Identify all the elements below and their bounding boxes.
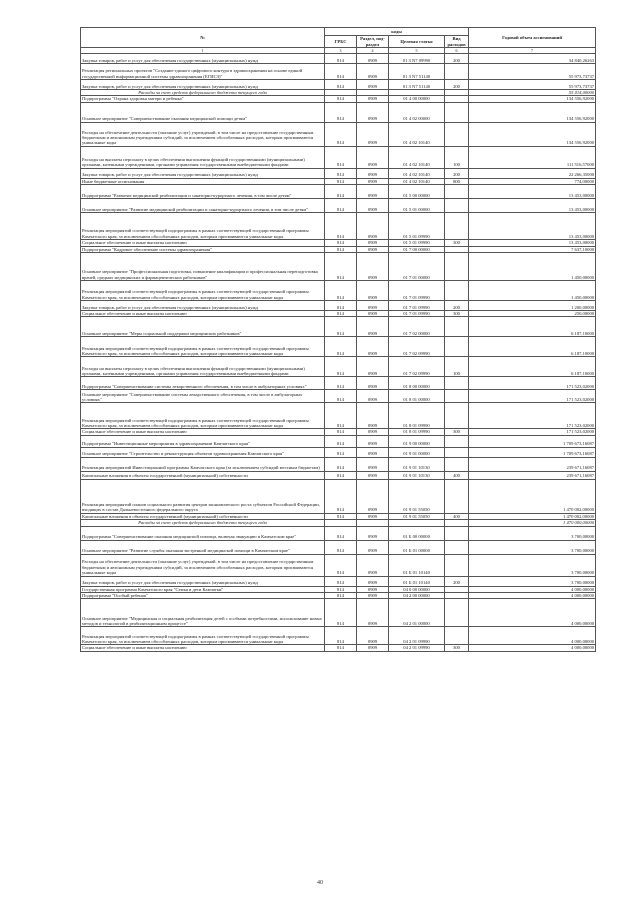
row-section: 0909	[357, 80, 389, 90]
row-grbs: 814	[325, 390, 357, 403]
colnum-6: 6	[445, 48, 469, 54]
row-section: 0909	[357, 337, 389, 357]
row-exptype	[445, 337, 469, 357]
row-name: Основное мероприятие "Совершенствование системы лекарственного обеспечения, в том числе в амбулаторных условиях"	[81, 390, 325, 403]
row-name: Основное мероприятие "Развитие службы оказания экстренной медицинской помощи в Камчатском крае"	[81, 540, 325, 554]
header-num: №	[81, 28, 325, 48]
row-target: 01 7 00 00000	[389, 246, 445, 252]
row-section: 0909	[357, 311, 389, 317]
row-exptype: 800	[445, 178, 469, 184]
row-grbs: 814	[325, 447, 357, 457]
row-amount: 6 187,10000	[469, 357, 596, 377]
header-exptype: Вид расходов	[445, 36, 469, 48]
row-grbs: 814	[325, 576, 357, 586]
row-target: 01 3 N7 51140	[389, 64, 445, 80]
table-row	[81, 435, 596, 447]
row-target: 01 4 02 00000	[389, 102, 445, 122]
row-amount: 4 000,00000	[469, 645, 596, 651]
row-amount: 6 187,10000	[469, 317, 596, 337]
table-row	[81, 526, 596, 540]
row-section: 0909	[357, 447, 389, 457]
row-amount: 774,00000	[469, 178, 596, 184]
row-section: 0909	[357, 96, 389, 102]
row-amount: 6 187,10000	[469, 337, 596, 357]
row-target: 01 5 01 09990	[389, 213, 445, 240]
row-section: 0909	[357, 301, 389, 311]
row-name: Закупка товаров, работ и услуг для обеспечения государственных (муниципальных) нужд	[81, 301, 325, 311]
row-exptype	[445, 64, 469, 80]
row-grbs: 814	[325, 337, 357, 357]
row-section: 0909	[357, 627, 389, 645]
row-section: 0909	[357, 317, 389, 337]
row-section: 0909	[357, 377, 389, 390]
row-name: Закупка товаров, работ и услуг для обеспечения государственных (муниципальных) нужд	[81, 168, 325, 178]
row-exptype: 300	[445, 311, 469, 317]
row-exptype	[445, 599, 469, 627]
row-name: Закупка товаров, работ и услуг для обеспечения государственных (муниципальных) нужд	[81, 576, 325, 586]
row-name: Подпрограмма "Совершенствование оказания медицинской помощи, включая эвакуацию в Камчатском крае"	[81, 526, 325, 540]
row-section: 0909	[357, 429, 389, 435]
row-amount: 171 523,02000	[469, 390, 596, 403]
colnum-5: 5	[389, 48, 445, 54]
table-row	[81, 357, 596, 377]
row-grbs: 814	[325, 301, 357, 311]
row-section: 0909	[357, 435, 389, 447]
row-exptype: 300	[445, 645, 469, 651]
table-row	[81, 146, 596, 168]
table-row	[81, 576, 596, 586]
row-name: Расходы за счет средств федерального бюджета текущего года	[81, 520, 325, 526]
row-exptype: 300	[445, 240, 469, 246]
row-exptype	[445, 199, 469, 213]
row-name: Социальное обеспечение и иные выплаты населению	[81, 240, 325, 246]
row-name: Основное мероприятие "Строительство и реконструкция объектов здравоохранения Камчатского края"	[81, 447, 325, 457]
row-exptype	[445, 526, 469, 540]
row-section: 0909	[357, 122, 389, 146]
row-grbs: 814	[325, 281, 357, 301]
table-row	[81, 403, 596, 429]
row-grbs: 814	[325, 526, 357, 540]
row-target: 01 5 01 00000	[389, 199, 445, 213]
row-grbs: 814	[325, 540, 357, 554]
row-target: 04 2 01 09990	[389, 645, 445, 651]
row-name: Социальное обеспечение и иные выплаты населению	[81, 429, 325, 435]
row-section: 0909	[357, 102, 389, 122]
row-grbs: 814	[325, 593, 357, 599]
row-exptype: 300	[445, 429, 469, 435]
row-name: Расходы за счет средств федерального бюджета текущего года	[81, 90, 325, 96]
row-target: 01 7 02 09990	[389, 357, 445, 377]
row-target: 01 7 02 00000	[389, 317, 445, 337]
row-target: 01 4 02 10140	[389, 146, 445, 168]
header-codes: коды	[325, 28, 469, 36]
row-name: Реализация мероприятий Инвестиционной программы Камчатского края (за исключением субсидий местным бюджетам)	[81, 457, 325, 471]
row-name: Социальное обеспечение и иные выплаты населению	[81, 645, 325, 651]
row-grbs: 814	[325, 554, 357, 576]
page-number: 40	[317, 880, 323, 886]
table-row	[81, 80, 596, 90]
row-exptype: 200	[445, 80, 469, 90]
row-grbs: 814	[325, 317, 357, 337]
row-target: 01 4 00 00000	[389, 96, 445, 102]
row-target: 01 5 00 00000	[389, 185, 445, 199]
row-exptype	[445, 403, 469, 429]
row-target: 01 8 01 00000	[389, 390, 445, 403]
row-amount: 13 453,00000	[469, 199, 596, 213]
row-name: Основное мероприятие "Меры социальной поддержки медицинских работников"	[81, 317, 325, 337]
row-name: Основное мероприятие "Развитие медицинской реабилитации и санаторно-курортного лечения, в том числе детям"	[81, 199, 325, 213]
row-section: 0909	[357, 54, 389, 64]
row-exptype: 400	[445, 471, 469, 479]
row-amount: 171 523,02000	[469, 377, 596, 390]
row-section: 0909	[357, 457, 389, 471]
row-amount: 134 556,92000	[469, 96, 596, 102]
table-row	[81, 199, 596, 213]
row-name: Подпрограмма "Кадровое обеспечение системы здравоохранения"	[81, 246, 325, 252]
table-row	[81, 447, 596, 457]
row-name: Закупка товаров, работ и услуг для обеспечения государственных (муниципальных) нужд	[81, 80, 325, 90]
row-name: Социальное обеспечение и иные выплаты населению	[81, 311, 325, 317]
row-section: 0909	[357, 64, 389, 80]
table-row	[81, 122, 596, 146]
row-section: 0909	[357, 240, 389, 246]
table-row	[81, 102, 596, 122]
row-target: 01 7 01 09990	[389, 311, 445, 317]
header-amount: Годовой объем ассигнований	[469, 28, 596, 48]
row-target: 01 8 01 09990	[389, 429, 445, 435]
row-amount: 7 637,10000	[469, 246, 596, 252]
row-section: 0909	[357, 213, 389, 240]
row-amount: 3 700,00000	[469, 526, 596, 540]
row-exptype: 100	[445, 357, 469, 377]
row-section: 0909	[357, 471, 389, 479]
row-section: 0909	[357, 246, 389, 252]
row-grbs: 814	[325, 586, 357, 592]
table-row	[81, 390, 596, 403]
row-target: 01 Б 00 00000	[389, 526, 445, 540]
row-grbs: 814	[325, 253, 357, 281]
row-target: 01 7 01 09990	[389, 301, 445, 311]
row-exptype	[445, 102, 469, 122]
row-amount: 1 200,00000	[469, 301, 596, 311]
row-amount: 55 973,73737	[469, 64, 596, 80]
row-target: 01 Б 01 00000	[389, 540, 445, 554]
row-grbs: 814	[325, 457, 357, 471]
row-target: 01 Б 01 10140	[389, 576, 445, 586]
row-amount: 4 000,00000	[469, 627, 596, 645]
table-row	[81, 377, 596, 390]
row-section: 0909	[357, 403, 389, 429]
row-target: 01 Б 01 10140	[389, 554, 445, 576]
row-section: 0909	[357, 146, 389, 168]
row-section: 0909	[357, 479, 389, 513]
row-target: 01 5 01 09990	[389, 240, 445, 246]
row-grbs: 814	[325, 146, 357, 168]
row-name: Реализация мероприятий соответствующей подпрограммы в рамках соответствующей государственной программы Камчатского края, за исключением обособленных расходов, которым присваиваются уникальные коды	[81, 403, 325, 429]
row-amount: 3 700,00000	[469, 576, 596, 586]
row-name: Реализация мероприятий соответствующей подпрограммы в рамках соответствующей государственной программы Камчатского края, за исключением обособленных расходов, которым присваиваются уникальные коды	[81, 337, 325, 357]
row-target: 01 7 01 09990	[389, 281, 445, 301]
row-amount: 111 516,57000	[469, 146, 596, 168]
row-amount: 239 671,16087	[469, 471, 596, 479]
row-target: 01 3 N7 09990	[389, 54, 445, 64]
table-row	[81, 645, 596, 651]
row-amount: 1 470 002,00000	[469, 479, 596, 513]
row-amount: 1 709 673,16087	[469, 435, 596, 447]
row-grbs: 814	[325, 246, 357, 252]
table-row	[81, 479, 596, 513]
row-amount: 3 700,00000	[469, 554, 596, 576]
row-amount: 1 450,00000	[469, 253, 596, 281]
row-grbs: 814	[325, 471, 357, 479]
row-target: 01 9 01 00000	[389, 447, 445, 457]
row-target: 01 9 01 55050	[389, 479, 445, 513]
row-target: 04 2 00 00000	[389, 593, 445, 599]
row-target: 01 4 02 10140	[389, 122, 445, 146]
table-row	[81, 471, 596, 479]
row-grbs: 814	[325, 240, 357, 246]
row-exptype	[445, 281, 469, 301]
table-row	[81, 54, 596, 64]
row-name: Основное мероприятие "Совершенствование оказания медицинской помощи детям"	[81, 102, 325, 122]
row-amount: 3 700,00000	[469, 540, 596, 554]
row-grbs: 814	[325, 357, 357, 377]
table-row	[81, 627, 596, 645]
row-grbs: 814	[325, 178, 357, 184]
table-row	[81, 213, 596, 240]
row-exptype	[445, 390, 469, 403]
row-grbs: 814	[325, 54, 357, 64]
row-amount: 1 709 673,16087	[469, 447, 596, 457]
row-exptype: 200	[445, 168, 469, 178]
row-target: 01 9 01 10130	[389, 471, 445, 479]
row-amount: 13 453,00000	[469, 213, 596, 240]
row-target: 01 7 01 00000	[389, 253, 445, 281]
row-exptype	[445, 435, 469, 447]
row-amount: 4 000,00000	[469, 586, 596, 592]
budget-table	[80, 27, 596, 652]
row-grbs: 814	[325, 102, 357, 122]
row-exptype	[445, 317, 469, 337]
row-target: 01 9 00 00000	[389, 435, 445, 447]
row-amount: 4 000,00000	[469, 593, 596, 599]
row-exptype	[445, 122, 469, 146]
row-target: 01 4 02 10140	[389, 168, 445, 178]
row-name: Реализация мероприятий планов социального развития центров экономического роста субъектов Российской Федерации, входящих в состав Дальневосточного федерального округа	[81, 479, 325, 513]
row-name: Основное мероприятие "Медицинская и социальная реабилитация детей с особыми потребностями, использование новых методов и технологий в реабилитационном процессе"	[81, 599, 325, 627]
row-amount: 22 266,35000	[469, 168, 596, 178]
row-exptype	[445, 540, 469, 554]
row-exptype	[445, 457, 469, 471]
row-grbs: 814	[325, 599, 357, 627]
row-name: Расходы на выплаты персоналу в целях обеспечения выполнения функций государственными (муниципальными) органами, казенными учреждениями, органами управления государственными внебюджетными фондами	[81, 357, 325, 377]
row-exptype	[445, 479, 469, 513]
row-section: 0909	[357, 645, 389, 651]
row-exptype	[445, 377, 469, 390]
budget-rows	[81, 54, 596, 652]
row-exptype	[445, 627, 469, 645]
row-grbs: 814	[325, 429, 357, 435]
row-target: 01 8 01 09990	[389, 403, 445, 429]
row-target: 01 9 01 55050	[389, 513, 445, 519]
row-amount: 1 470 000,00000	[469, 520, 596, 526]
row-exptype	[445, 185, 469, 199]
table-row	[81, 599, 596, 627]
row-exptype: 200	[445, 54, 469, 64]
row-target: 01 7 02 09990	[389, 337, 445, 357]
row-section: 0909	[357, 599, 389, 627]
row-section: 0909	[357, 178, 389, 184]
row-exptype	[445, 253, 469, 281]
row-grbs: 814	[325, 122, 357, 146]
row-grbs: 814	[325, 403, 357, 429]
table-row	[81, 64, 596, 80]
row-grbs: 814	[325, 311, 357, 317]
row-name: Расходы на обеспечение деятельности (оказание услуг) учреждений, в том числе на предоставление государственным бюджетным и автономным учреждениям субсидий, за исключением обособленных расходов, которым присваиваются уникальные коды	[81, 122, 325, 146]
table-row	[81, 540, 596, 554]
row-amount: 134 556,92000	[469, 102, 596, 122]
row-exptype: 100	[445, 146, 469, 168]
row-section: 0909	[357, 593, 389, 599]
row-amount: 134 556,92000	[469, 122, 596, 146]
row-section: 0909	[357, 540, 389, 554]
row-target: 01 3 N7 51140	[389, 80, 445, 90]
row-amount: 250,00000	[469, 311, 596, 317]
row-section: 0909	[357, 253, 389, 281]
header-grbs: ГРБС	[325, 36, 357, 48]
row-amount: 13 453,00000	[469, 185, 596, 199]
row-name: Иные бюджетные ассигнования	[81, 178, 325, 184]
row-grbs: 814	[325, 479, 357, 513]
row-name: Расходы на выплаты персоналу в целях обеспечения выполнения функций государственными (муниципальными) органами, казенными учреждениями, органами управления государственными внебюджетными фондами	[81, 146, 325, 168]
row-grbs: 814	[325, 213, 357, 240]
row-amount: 34 840,26263	[469, 54, 596, 64]
row-section: 0909	[357, 576, 389, 586]
header-target: Целевая статья	[389, 36, 445, 48]
row-target: 04 2 01 09990	[389, 627, 445, 645]
row-name: Капитальные вложения в объекты государственной (муниципальной) собственности	[81, 513, 325, 519]
table-row	[81, 457, 596, 471]
row-section: 0909	[357, 168, 389, 178]
row-section: 0909	[357, 199, 389, 213]
row-exptype: 200	[445, 576, 469, 586]
row-amount: 171 523,02000	[469, 403, 596, 429]
row-grbs: 814	[325, 96, 357, 102]
row-grbs: 814	[325, 168, 357, 178]
row-name: Государственная программа Камчатского края "Семья и дети Камчатки"	[81, 586, 325, 592]
table-row	[81, 168, 596, 178]
row-amount: 55 414,00000	[469, 90, 596, 96]
colnum-4: 4	[357, 48, 389, 54]
row-name: Подпрограмма "Охрана здоровья матери и ребенка"	[81, 96, 325, 102]
row-amount: 1 450,00000	[469, 281, 596, 301]
row-amount: 4 000,00000	[469, 599, 596, 627]
row-section: 0909	[357, 513, 389, 519]
table-row	[81, 253, 596, 281]
row-name: Подпрограмма "Особый ребенок"	[81, 593, 325, 599]
colnum-7: 7	[469, 48, 596, 54]
row-name: Реализация региональных проектов "Создание единого цифрового контура в здравоохранении на основе единой государственной информационной системы здравоохранения (ЕГИСЗ)"	[81, 64, 325, 80]
row-name: Расходы на обеспечение деятельности (оказание услуг) учреждений, в том числе на предоставление государственным бюджетным и автономным учреждениям субсидий, за исключением обособленных расходов, которым присваиваются уникальные коды	[81, 554, 325, 576]
row-amount: 239 671,16087	[469, 457, 596, 471]
row-section: 0909	[357, 185, 389, 199]
row-target: 01 8 00 00000	[389, 377, 445, 390]
colnum-1: 1	[81, 48, 325, 54]
row-name: Капитальные вложения в объекты государственной (муниципальной) собственности	[81, 471, 325, 479]
row-section: 0909	[357, 281, 389, 301]
row-section: 0909	[357, 526, 389, 540]
row-grbs: 814	[325, 645, 357, 651]
row-amount: 1 470 002,00000	[469, 513, 596, 519]
row-amount: 171 523,02000	[469, 429, 596, 435]
row-grbs: 814	[325, 627, 357, 645]
row-amount: 55 973,73737	[469, 80, 596, 90]
row-name: Подпрограмма "Развитие медицинской реабилитации и санаторно-курортного лечения, в том числе детям"	[81, 185, 325, 199]
row-grbs: 814	[325, 80, 357, 90]
row-exptype	[445, 213, 469, 240]
row-name: Подпрограмма "Инвестиционные мероприятия в здравоохранении Камчатского края"	[81, 435, 325, 447]
row-name: Реализация мероприятий соответствующей подпрограммы в рамках соответствующей государственной программы Камчатского края, за исключением обособленных расходов, которым присваиваются уникальные коды	[81, 213, 325, 240]
table-row	[81, 554, 596, 576]
row-name: Реализация мероприятий соответствующей подпрограммы в рамках соответствующей государственной программы Камчатского края, за исключением обособленных расходов, которым присваиваются уникальные коды	[81, 281, 325, 301]
row-grbs: 814	[325, 435, 357, 447]
row-name: Подпрограмма "Совершенствование системы лекарственного обеспечения, в том числе в амбулаторных условиях"	[81, 377, 325, 390]
table-row	[81, 317, 596, 337]
row-target: 04 2 01 00000	[389, 599, 445, 627]
row-grbs: 814	[325, 185, 357, 199]
row-section: 0909	[357, 390, 389, 403]
table-row	[81, 301, 596, 311]
row-exptype: 400	[445, 513, 469, 519]
colnum-3: 3	[325, 48, 357, 54]
table-row	[81, 337, 596, 357]
row-section: 0909	[357, 586, 389, 592]
row-exptype	[445, 447, 469, 457]
table-row	[81, 185, 596, 199]
row-target: 01 4 02 10140	[389, 178, 445, 184]
row-section: 0909	[357, 554, 389, 576]
row-target: 04 0 00 00000	[389, 586, 445, 592]
header-section: Раздел, под- раздел	[357, 36, 389, 48]
row-exptype: 200	[445, 301, 469, 311]
row-name: Закупка товаров, работ и услуг для обеспечения государственных (муниципальных) нужд	[81, 54, 325, 64]
row-name: Основное мероприятие "Профессиональная подготовка, повышение квалификации и профессиональная переподготовка врачей, средних медицинских и фармацевтических работников"	[81, 253, 325, 281]
row-exptype	[445, 554, 469, 576]
table-row	[81, 281, 596, 301]
row-grbs: 814	[325, 513, 357, 519]
row-section: 0909	[357, 357, 389, 377]
row-grbs: 814	[325, 377, 357, 390]
row-amount: 13 453,00000	[469, 240, 596, 246]
row-grbs: 814	[325, 64, 357, 80]
row-target: 01 9 01 10130	[389, 457, 445, 471]
row-name: Реализация мероприятий соответствующей подпрограммы в рамках соответствующей государственной программы Камчатского края, за исключением обособленных расходов, которым присваиваются уникальные коды	[81, 627, 325, 645]
row-grbs: 814	[325, 199, 357, 213]
